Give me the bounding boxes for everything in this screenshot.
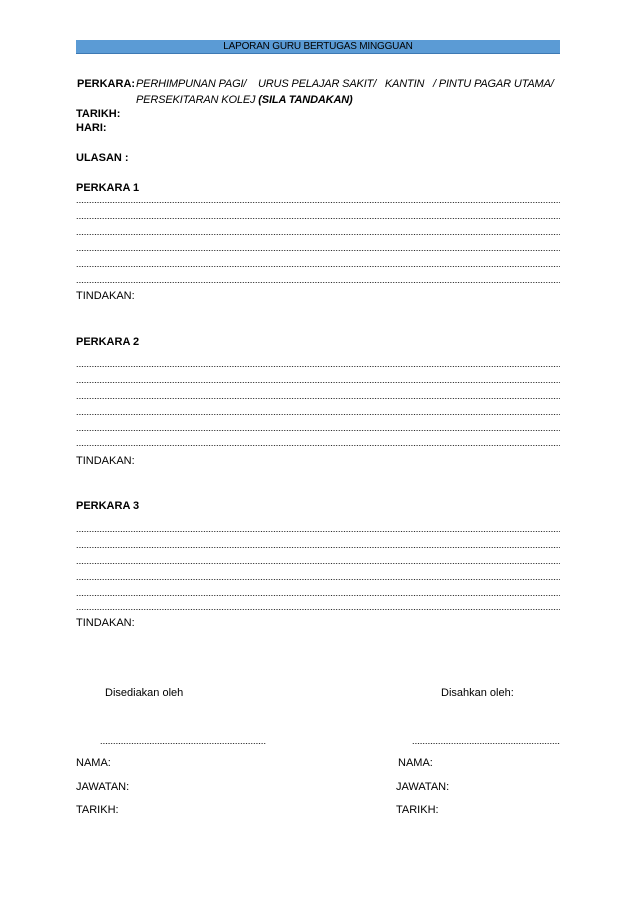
section-2-dotted-line[interactable] — [76, 361, 560, 367]
approved-by-signature-line[interactable] — [412, 738, 560, 744]
section-3-dotted-line[interactable] — [76, 604, 560, 610]
section-1-dotted-line[interactable] — [76, 277, 560, 283]
section-2-dotted-line[interactable] — [76, 425, 560, 431]
title-banner — [76, 40, 560, 54]
page-title: LAPORAN GURU BERTUGAS MINGGUAN — [223, 41, 413, 52]
prepared-by-position-label: JAWATAN: — [76, 781, 130, 793]
section-1-dotted-line[interactable] — [76, 229, 560, 235]
section-2-title: PERKARA 2 — [76, 336, 140, 348]
perkara-label: PERKARA: — [77, 78, 136, 90]
section-1-dotted-line[interactable] — [76, 245, 560, 251]
section-3-dotted-line[interactable] — [76, 574, 560, 580]
section-3-dotted-line[interactable] — [76, 558, 560, 564]
section-1-dotted-line[interactable] — [76, 197, 560, 203]
prepared-by-heading: Disediakan oleh — [105, 687, 184, 699]
section-3-action-label: TINDAKAN: — [76, 617, 135, 629]
section-2-dotted-line[interactable] — [76, 393, 560, 399]
section-1-action-label: TINDAKAN: — [76, 290, 135, 302]
section-2-action-label: TINDAKAN: — [76, 455, 135, 467]
section-3-dotted-line[interactable] — [76, 590, 560, 596]
section-3-dotted-line[interactable] — [76, 526, 560, 532]
section-1-title: PERKARA 1 — [76, 182, 140, 194]
tarikh-label: TARIKH: — [76, 108, 121, 120]
perkara-options-line-1[interactable]: PERHIMPUNAN PAGI/ URUS PELAJAR SAKIT/ KANTIN / PINTU PAGAR UTAMA/ — [136, 78, 554, 90]
section-3-title: PERKARA 3 — [76, 500, 140, 512]
perkara-instruction: (SILA TANDAKAN) — [258, 94, 353, 106]
prepared-by-date-label: TARIKH: — [76, 804, 119, 816]
hari-label: HARI: — [76, 122, 107, 134]
section-1-dotted-line[interactable] — [76, 213, 560, 219]
prepared-by-signature-line[interactable] — [100, 738, 266, 744]
prepared-by-name-label: NAMA: — [76, 757, 111, 769]
approved-by-date-label: TARIKH: — [396, 804, 439, 816]
perkara-options-line-2-wrap — [136, 94, 353, 106]
approved-by-position-label: JAWATAN: — [396, 781, 450, 793]
approved-by-name-label: NAMA: — [398, 757, 433, 769]
section-3-dotted-line[interactable] — [76, 542, 560, 548]
perkara-options-line-2[interactable]: PERSEKITARAN KOLEJ — [136, 94, 256, 106]
section-2-dotted-line[interactable] — [76, 377, 560, 383]
section-2-dotted-line[interactable] — [76, 409, 560, 415]
section-2-dotted-line[interactable] — [76, 440, 560, 446]
ulasan-label: ULASAN : — [76, 152, 129, 164]
approved-by-heading: Disahkan oleh: — [441, 687, 514, 699]
section-1-dotted-line[interactable] — [76, 261, 560, 267]
